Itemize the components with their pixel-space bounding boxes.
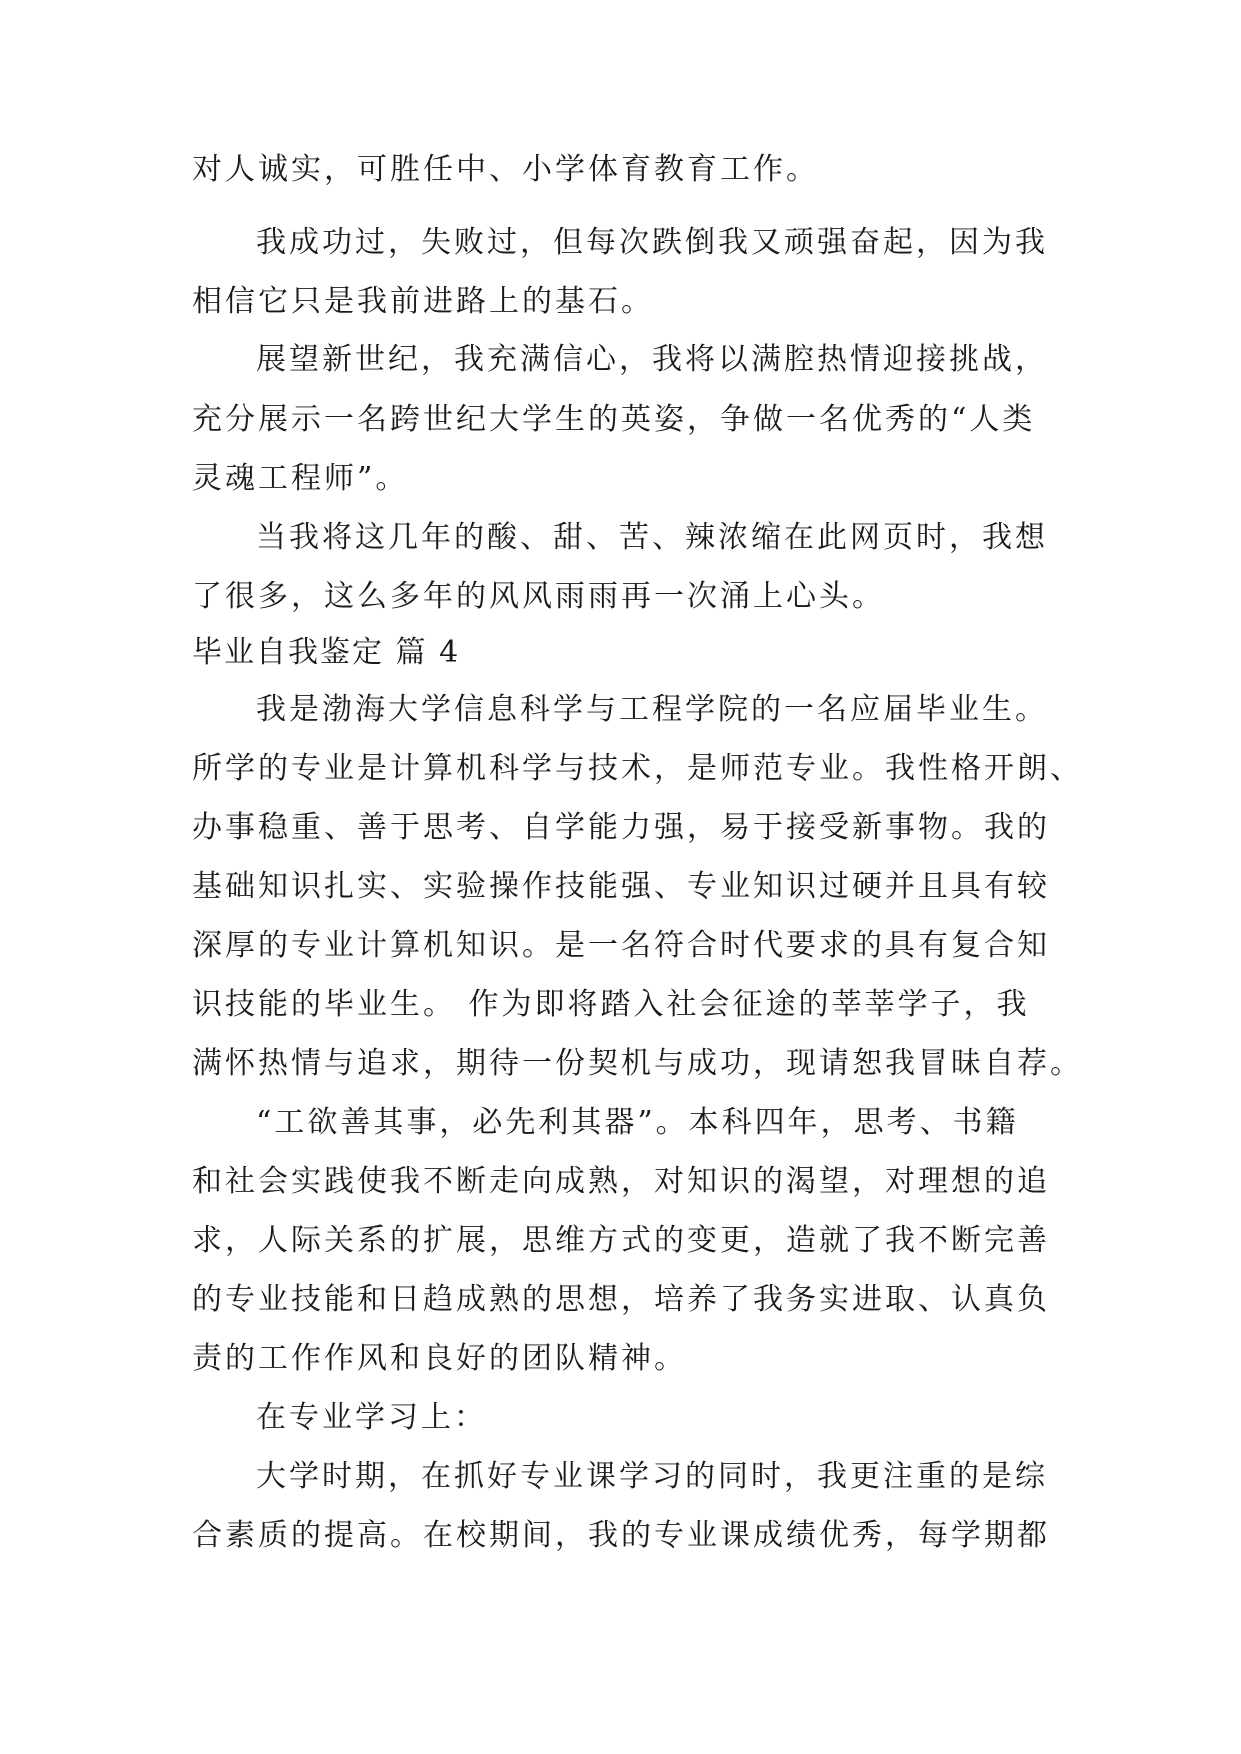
text-line: 合素质的提高。在校期间，我的专业课成绩优秀，每学期都 [192, 1518, 1050, 1553]
text-line: 所学的专业是计算机科学与技术，是师范专业。我性格开朗、 [192, 751, 1083, 786]
text-line: 对人诚实，可胜任中、小学体育教育工作。 [192, 152, 819, 187]
text-line: 在专业学习上： [256, 1400, 487, 1435]
section-heading: 毕业自我鉴定 篇 4 [192, 635, 461, 670]
text-line: 深厚的专业计算机知识。是一名符合时代要求的具有复合知 [192, 928, 1050, 963]
text-line: 我是渤海大学信息科学与工程学院的一名应届毕业生。 [256, 692, 1048, 727]
text-line: 责的工作作风和良好的团队精神。 [192, 1341, 687, 1376]
text-line: 灵魂工程师”。 [192, 461, 409, 496]
text-line: 基础知识扎实、实验操作技能强、专业知识过硬并且具有较 [192, 869, 1050, 904]
text-line: 我成功过，失败过，但每次跌倒我又顽强奋起，因为我 [256, 225, 1048, 260]
text-line: 相信它只是我前进路上的基石。 [192, 284, 654, 319]
text-line: “工欲善其事，必先利其器”。本科四年，思考、书籍 [256, 1105, 1019, 1140]
text-line: 和社会实践使我不断走向成熟，对知识的渴望，对理想的追 [192, 1164, 1050, 1199]
text-line: 展望新世纪，我充满信心，我将以满腔热情迎接挑战， [256, 342, 1048, 377]
text-line: 办事稳重、善于思考、自学能力强，易于接受新事物。我的 [192, 810, 1050, 845]
text-line: 充分展示一名跨世纪大学生的英姿，争做一名优秀的“人类 [192, 402, 1036, 437]
text-line: 识技能的毕业生。 作为即将踏入社会征途的莘莘学子，我 [192, 987, 1030, 1022]
text-line: 求，人际关系的扩展，思维方式的变更，造就了我不断完善 [192, 1223, 1050, 1258]
text-line: 了很多，这么多年的风风雨雨再一次涌上心头。 [192, 579, 885, 614]
text-line: 满怀热情与追求，期待一份契机与成功，现请恕我冒昧自荐。 [192, 1046, 1083, 1081]
text-line: 当我将这几年的酸、甜、苦、辣浓缩在此网页时，我想 [256, 520, 1048, 555]
text-line: 大学时期，在抓好专业课学习的同时，我更注重的是综 [256, 1459, 1048, 1494]
text-line: 的专业技能和日趋成熟的思想，培养了我务实进取、认真负 [192, 1282, 1050, 1317]
